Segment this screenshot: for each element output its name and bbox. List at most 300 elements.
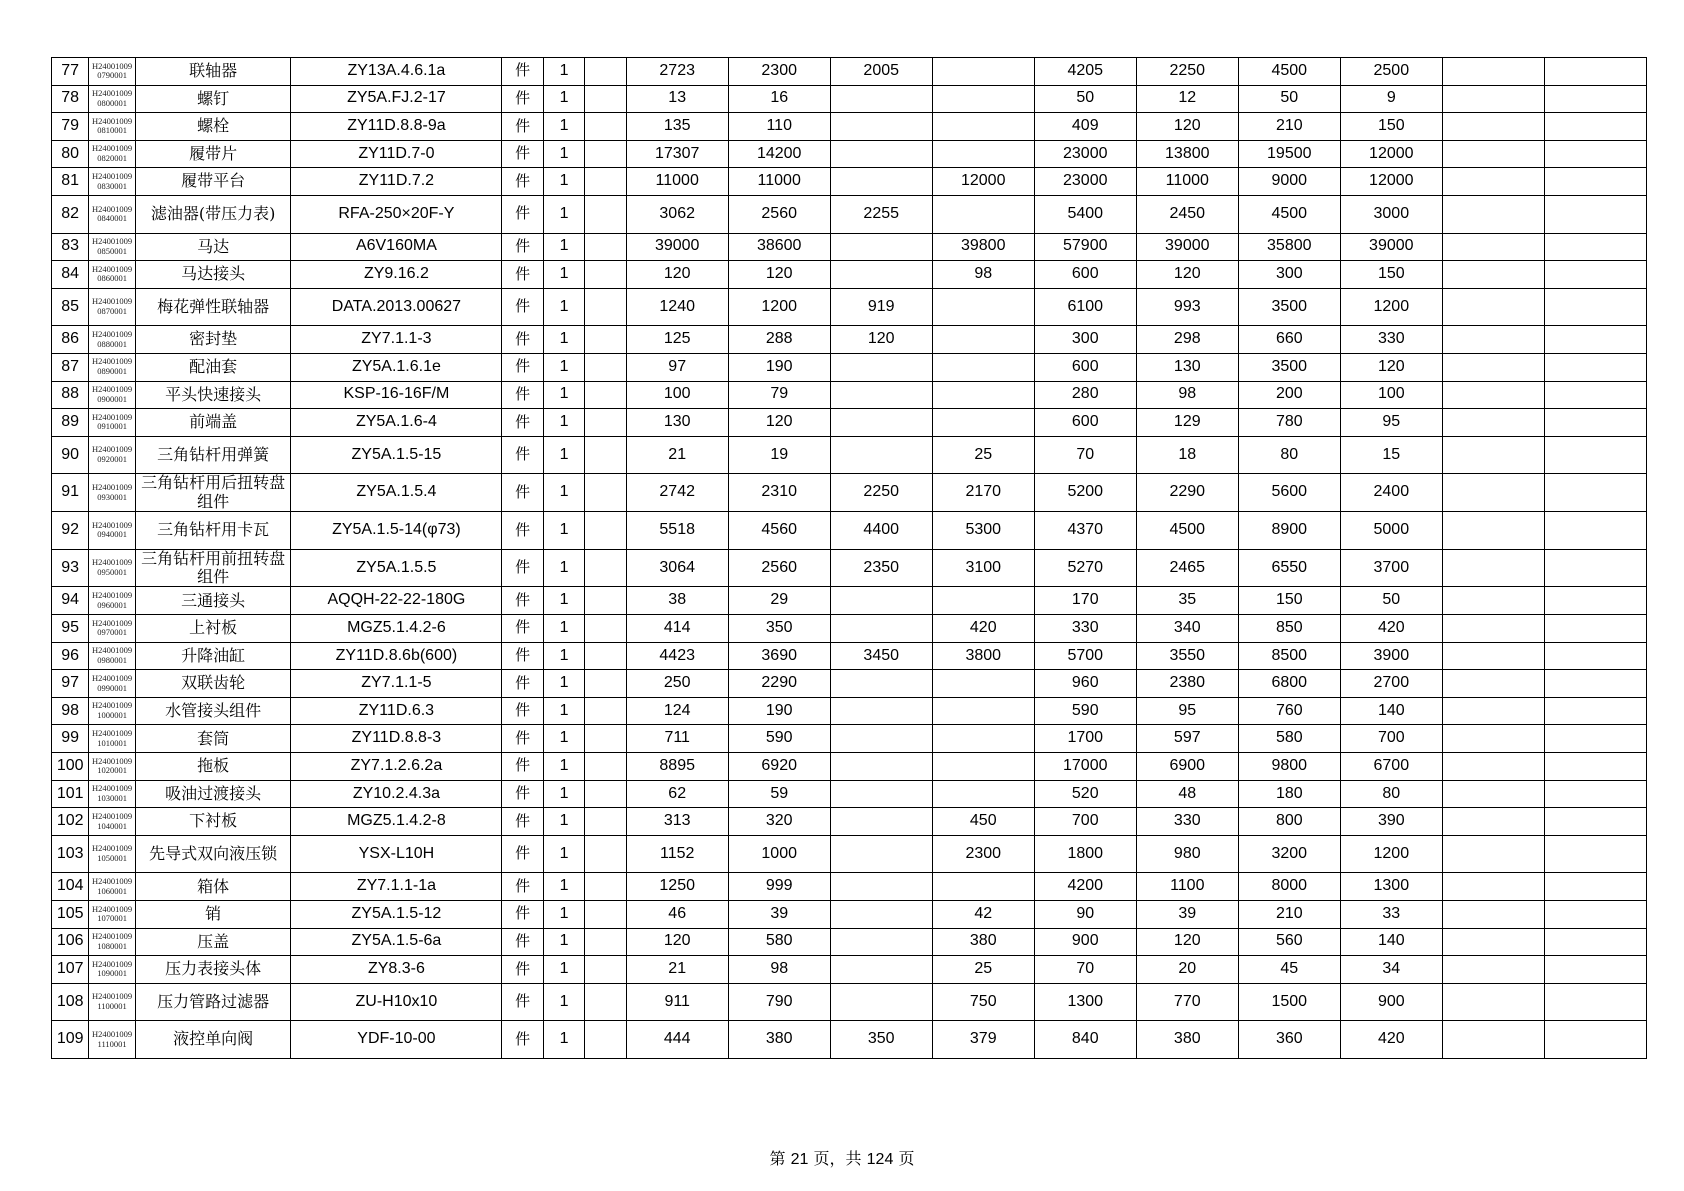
cell-price-6: 11000 <box>1136 168 1238 196</box>
cell-price-1: 21 <box>626 956 728 984</box>
cell-price-7: 80 <box>1238 436 1340 474</box>
cell-extra-1 <box>1442 808 1544 836</box>
cell-extra-2 <box>1544 901 1646 929</box>
cell-price-8: 5000 <box>1340 512 1442 550</box>
cell-item-name: 升降油缸 <box>135 642 291 670</box>
cell-price-5: 170 <box>1034 587 1136 615</box>
cell-price-1: 39000 <box>626 233 728 261</box>
cell-material-code <box>89 983 135 1021</box>
table-row <box>52 1021 1647 1059</box>
cell-price-6: 597 <box>1136 725 1238 753</box>
material-code-line-1: H24001009 <box>92 843 133 854</box>
cell-price-8: 390 <box>1340 808 1442 836</box>
cell-price-6: 120 <box>1136 261 1238 289</box>
cell-material-code <box>89 670 135 698</box>
footer-middle: 页，共 <box>813 1149 862 1168</box>
cell-price-4 <box>932 753 1034 781</box>
cell-model-spec: ZY5A.1.5-14(φ73) <box>291 512 502 550</box>
cell-price-3 <box>830 140 932 168</box>
cell-price-6: 20 <box>1136 956 1238 984</box>
cell-unit: 件 <box>502 353 543 381</box>
material-code-line-2: 1050001 <box>97 853 127 864</box>
cell-price-4: 3800 <box>932 642 1034 670</box>
cell-model-spec: ZY11D.8.6b(600) <box>291 642 502 670</box>
cell-price-5: 4370 <box>1034 512 1136 550</box>
cell-price-6: 4500 <box>1136 512 1238 550</box>
material-code-line-2: 0930001 <box>97 491 127 502</box>
cell-price-2: 59 <box>728 780 830 808</box>
cell-extra-1 <box>1442 753 1544 781</box>
cell-quantity: 1 <box>543 436 584 474</box>
cell-unit: 件 <box>502 168 543 196</box>
cell-extra-2 <box>1544 549 1646 587</box>
cell-price-8: 12000 <box>1340 168 1442 196</box>
cell-price-7: 4500 <box>1238 58 1340 86</box>
cell-quantity: 1 <box>543 549 584 587</box>
cell-unit: 件 <box>502 983 543 1021</box>
cell-price-4 <box>932 288 1034 326</box>
cell-quantity: 1 <box>543 288 584 326</box>
cell-blank <box>585 956 626 984</box>
cell-price-7: 1500 <box>1238 983 1340 1021</box>
material-code-line-2: 0900001 <box>97 393 127 404</box>
footer-suffix: 页 <box>898 1149 915 1168</box>
cell-item-name: 三角钻杆用卡瓦 <box>135 512 291 550</box>
table-row <box>52 615 1647 643</box>
cell-item-name: 压盖 <box>135 928 291 956</box>
cell-price-5: 5400 <box>1034 195 1136 233</box>
table-row <box>52 983 1647 1021</box>
cell-price-1: 46 <box>626 901 728 929</box>
cell-price-8: 100 <box>1340 381 1442 409</box>
cell-unit: 件 <box>502 549 543 587</box>
cell-price-7: 6550 <box>1238 549 1340 587</box>
cell-price-1: 11000 <box>626 168 728 196</box>
material-code-line-2: 0890001 <box>97 366 127 377</box>
cell-material-code <box>89 725 135 753</box>
cell-price-2: 380 <box>728 1021 830 1059</box>
cell-row-number: 97 <box>52 670 89 698</box>
total-page-count: 124 <box>866 1151 894 1168</box>
cell-extra-1 <box>1442 928 1544 956</box>
material-code-line-1: H24001009 <box>92 958 133 969</box>
cell-material-code <box>89 195 135 233</box>
cell-material-code <box>89 549 135 587</box>
cell-model-spec: ZY11D.8.8-3 <box>291 725 502 753</box>
cell-material-code <box>89 353 135 381</box>
cell-price-8: 420 <box>1340 615 1442 643</box>
cell-price-7: 780 <box>1238 409 1340 437</box>
cell-blank <box>585 261 626 289</box>
cell-price-6: 13800 <box>1136 140 1238 168</box>
cell-price-5: 57900 <box>1034 233 1136 261</box>
material-code-line-2: 0990001 <box>97 682 127 693</box>
cell-model-spec: ZY5A.1.6-4 <box>291 409 502 437</box>
cell-quantity: 1 <box>543 381 584 409</box>
table-row <box>52 168 1647 196</box>
cell-price-7: 3200 <box>1238 835 1340 873</box>
cell-price-6: 330 <box>1136 808 1238 836</box>
cell-price-6: 98 <box>1136 381 1238 409</box>
cell-quantity: 1 <box>543 326 584 354</box>
material-code-line-2: 0980001 <box>97 654 127 665</box>
cell-material-code <box>89 753 135 781</box>
cell-extra-2 <box>1544 587 1646 615</box>
cell-extra-1 <box>1442 725 1544 753</box>
cell-price-5: 1300 <box>1034 983 1136 1021</box>
table-row <box>52 326 1647 354</box>
cell-quantity: 1 <box>543 873 584 901</box>
cell-material-code <box>89 288 135 326</box>
cell-model-spec: ZY5A.1.5-6a <box>291 928 502 956</box>
material-code-line-2: 0860001 <box>97 273 127 284</box>
table-row <box>52 808 1647 836</box>
cell-price-6: 48 <box>1136 780 1238 808</box>
cell-price-2: 1200 <box>728 288 830 326</box>
cell-price-5: 590 <box>1034 697 1136 725</box>
cell-price-7: 5600 <box>1238 474 1340 512</box>
cell-blank <box>585 140 626 168</box>
cell-price-3 <box>830 983 932 1021</box>
material-code-line-1: H24001009 <box>92 783 133 794</box>
cell-price-4 <box>932 140 1034 168</box>
cell-price-1: 120 <box>626 261 728 289</box>
cell-blank <box>585 474 626 512</box>
cell-price-5: 600 <box>1034 261 1136 289</box>
material-code-line-2: 1040001 <box>97 820 127 831</box>
cell-extra-1 <box>1442 261 1544 289</box>
cell-price-4 <box>932 353 1034 381</box>
material-code-line-2: 0880001 <box>97 338 127 349</box>
material-code-line-1: H24001009 <box>92 328 133 339</box>
cell-blank <box>585 233 626 261</box>
cell-price-2: 2290 <box>728 670 830 698</box>
cell-row-number: 94 <box>52 587 89 615</box>
cell-blank <box>585 587 626 615</box>
cell-unit: 件 <box>502 753 543 781</box>
material-code-line-1: H24001009 <box>92 590 133 600</box>
table-row <box>52 409 1647 437</box>
cell-price-7: 800 <box>1238 808 1340 836</box>
cell-price-5: 1700 <box>1034 725 1136 753</box>
cell-price-3: 2350 <box>830 549 932 587</box>
price-table <box>51 57 1647 1059</box>
material-code-line-2: 0830001 <box>97 180 127 191</box>
cell-price-8: 140 <box>1340 928 1442 956</box>
cell-blank <box>585 195 626 233</box>
cell-quantity: 1 <box>543 261 584 289</box>
cell-quantity: 1 <box>543 901 584 929</box>
cell-blank <box>585 288 626 326</box>
cell-extra-1 <box>1442 512 1544 550</box>
cell-item-name: 吸油过渡接头 <box>135 780 291 808</box>
cell-extra-2 <box>1544 353 1646 381</box>
cell-price-3 <box>830 233 932 261</box>
cell-price-3 <box>830 780 932 808</box>
cell-unit: 件 <box>502 85 543 113</box>
material-code-line-1: H24001009 <box>92 60 133 71</box>
cell-material-code <box>89 956 135 984</box>
cell-price-1: 3062 <box>626 195 728 233</box>
cell-unit: 件 <box>502 474 543 512</box>
cell-price-7: 50 <box>1238 85 1340 113</box>
material-code-line-2: 1070001 <box>97 913 127 924</box>
material-code-line-1: H24001009 <box>92 810 133 821</box>
cell-item-name: 履带平台 <box>135 168 291 196</box>
cell-price-6: 35 <box>1136 587 1238 615</box>
cell-price-6: 340 <box>1136 615 1238 643</box>
cell-model-spec: ZY11D.8.8-9a <box>291 113 502 141</box>
cell-unit: 件 <box>502 512 543 550</box>
table-row <box>52 353 1647 381</box>
cell-price-8: 34 <box>1340 956 1442 984</box>
cell-item-name: 马达 <box>135 233 291 261</box>
cell-unit: 件 <box>502 58 543 86</box>
material-code-line-2: 0820001 <box>97 153 127 164</box>
cell-item-name: 销 <box>135 901 291 929</box>
cell-price-1: 711 <box>626 725 728 753</box>
cell-price-2: 11000 <box>728 168 830 196</box>
cell-extra-1 <box>1442 587 1544 615</box>
cell-price-7: 560 <box>1238 928 1340 956</box>
cell-model-spec: ZY10.2.4.3a <box>291 780 502 808</box>
cell-price-7: 9000 <box>1238 168 1340 196</box>
cell-model-spec: YSX-L10H <box>291 835 502 873</box>
cell-model-spec: MGZ5.1.4.2-6 <box>291 615 502 643</box>
cell-price-4 <box>932 195 1034 233</box>
cell-price-5: 4205 <box>1034 58 1136 86</box>
cell-blank <box>585 725 626 753</box>
cell-blank <box>585 928 626 956</box>
cell-quantity: 1 <box>543 615 584 643</box>
table-row <box>52 549 1647 587</box>
cell-item-name: 马达接头 <box>135 261 291 289</box>
cell-price-7: 3500 <box>1238 353 1340 381</box>
cell-extra-2 <box>1544 58 1646 86</box>
cell-extra-1 <box>1442 983 1544 1021</box>
table-row <box>52 474 1647 512</box>
cell-price-2: 590 <box>728 725 830 753</box>
material-code-line-1: H24001009 <box>92 727 133 738</box>
material-code-line-1: H24001009 <box>92 88 133 99</box>
cell-row-number: 86 <box>52 326 89 354</box>
cell-price-1: 130 <box>626 409 728 437</box>
cell-price-4: 2170 <box>932 474 1034 512</box>
cell-price-8: 1200 <box>1340 835 1442 873</box>
cell-model-spec: ZY5A.FJ.2-17 <box>291 85 502 113</box>
cell-quantity: 1 <box>543 58 584 86</box>
cell-row-number: 108 <box>52 983 89 1021</box>
material-code-line-2: 1030001 <box>97 792 127 803</box>
cell-extra-2 <box>1544 780 1646 808</box>
cell-material-code <box>89 436 135 474</box>
cell-extra-1 <box>1442 873 1544 901</box>
cell-price-2: 190 <box>728 697 830 725</box>
cell-blank <box>585 873 626 901</box>
cell-item-name: 上衬板 <box>135 615 291 643</box>
cell-unit: 件 <box>502 1021 543 1059</box>
cell-price-8: 1300 <box>1340 873 1442 901</box>
cell-price-3 <box>830 753 932 781</box>
cell-price-4 <box>932 587 1034 615</box>
cell-price-5: 5270 <box>1034 549 1136 587</box>
cell-price-6: 95 <box>1136 697 1238 725</box>
cell-unit: 件 <box>502 808 543 836</box>
cell-price-4 <box>932 725 1034 753</box>
cell-item-name: 联轴器 <box>135 58 291 86</box>
material-code-line-1: H24001009 <box>92 115 133 126</box>
cell-price-5: 600 <box>1034 353 1136 381</box>
cell-price-2: 2310 <box>728 474 830 512</box>
material-code-line-1: H24001009 <box>92 481 133 492</box>
cell-unit: 件 <box>502 873 543 901</box>
cell-blank <box>585 670 626 698</box>
cell-price-6: 993 <box>1136 288 1238 326</box>
cell-blank <box>585 901 626 929</box>
cell-price-2: 6920 <box>728 753 830 781</box>
cell-price-8: 150 <box>1340 113 1442 141</box>
cell-item-name: 水管接头组件 <box>135 697 291 725</box>
cell-row-number: 106 <box>52 928 89 956</box>
cell-price-7: 35800 <box>1238 233 1340 261</box>
cell-quantity: 1 <box>543 670 584 698</box>
cell-model-spec: ZU-H10x10 <box>291 983 502 1021</box>
cell-price-2: 999 <box>728 873 830 901</box>
cell-price-2: 39 <box>728 901 830 929</box>
cell-price-8: 420 <box>1340 1021 1442 1059</box>
cell-price-7: 660 <box>1238 326 1340 354</box>
cell-price-5: 300 <box>1034 326 1136 354</box>
material-code-line-2: 0800001 <box>97 97 127 108</box>
cell-price-4: 98 <box>932 261 1034 289</box>
cell-extra-2 <box>1544 474 1646 512</box>
cell-blank <box>585 353 626 381</box>
cell-price-5: 70 <box>1034 956 1136 984</box>
cell-unit: 件 <box>502 587 543 615</box>
cell-price-1: 313 <box>626 808 728 836</box>
table-row <box>52 642 1647 670</box>
cell-price-7: 6800 <box>1238 670 1340 698</box>
cell-price-8: 12000 <box>1340 140 1442 168</box>
footer-prefix: 第 <box>769 1149 786 1168</box>
cell-price-1: 911 <box>626 983 728 1021</box>
cell-price-1: 8895 <box>626 753 728 781</box>
cell-unit: 件 <box>502 326 543 354</box>
cell-price-5: 5700 <box>1034 642 1136 670</box>
cell-extra-2 <box>1544 233 1646 261</box>
cell-extra-2 <box>1544 873 1646 901</box>
cell-price-4: 379 <box>932 1021 1034 1059</box>
cell-price-4 <box>932 670 1034 698</box>
cell-blank <box>585 549 626 587</box>
cell-price-8: 1200 <box>1340 288 1442 326</box>
cell-item-name: 平头快速接头 <box>135 381 291 409</box>
cell-quantity: 1 <box>543 512 584 550</box>
cell-price-1: 2742 <box>626 474 728 512</box>
cell-price-3 <box>830 85 932 113</box>
cell-price-4 <box>932 409 1034 437</box>
cell-price-5: 700 <box>1034 808 1136 836</box>
cell-row-number: 100 <box>52 753 89 781</box>
table-row <box>52 436 1647 474</box>
cell-price-8: 6700 <box>1340 753 1442 781</box>
cell-price-2: 320 <box>728 808 830 836</box>
cell-extra-2 <box>1544 1021 1646 1059</box>
cell-quantity: 1 <box>543 697 584 725</box>
cell-model-spec: ZY7.1.2.6.2a <box>291 753 502 781</box>
cell-price-5: 90 <box>1034 901 1136 929</box>
cell-row-number: 93 <box>52 549 89 587</box>
cell-extra-2 <box>1544 697 1646 725</box>
cell-price-3 <box>830 725 932 753</box>
cell-price-7: 850 <box>1238 615 1340 643</box>
table-row <box>52 725 1647 753</box>
material-code-line-1: H24001009 <box>92 203 133 214</box>
cell-price-3: 2250 <box>830 474 932 512</box>
table-row <box>52 58 1647 86</box>
material-code-line-1: H24001009 <box>92 296 133 307</box>
cell-price-1: 38 <box>626 587 728 615</box>
cell-extra-2 <box>1544 140 1646 168</box>
cell-price-4: 420 <box>932 615 1034 643</box>
cell-material-code <box>89 261 135 289</box>
cell-price-4: 25 <box>932 436 1034 474</box>
cell-unit: 件 <box>502 642 543 670</box>
cell-extra-1 <box>1442 233 1544 261</box>
cell-price-3: 120 <box>830 326 932 354</box>
cell-row-number: 104 <box>52 873 89 901</box>
table-row <box>52 140 1647 168</box>
cell-row-number: 96 <box>52 642 89 670</box>
cell-item-name: 拖板 <box>135 753 291 781</box>
cell-material-code <box>89 642 135 670</box>
material-code-line-1: H24001009 <box>92 236 133 247</box>
cell-extra-2 <box>1544 195 1646 233</box>
cell-price-1: 414 <box>626 615 728 643</box>
material-code-line-1: H24001009 <box>92 875 133 886</box>
cell-item-name: 配油套 <box>135 353 291 381</box>
cell-price-6: 770 <box>1136 983 1238 1021</box>
cell-item-name: 三角钻杆用前扭转盘组件 <box>135 549 291 587</box>
cell-price-5: 900 <box>1034 928 1136 956</box>
cell-model-spec: DATA.2013.00627 <box>291 288 502 326</box>
cell-price-3 <box>830 436 932 474</box>
cell-unit: 件 <box>502 928 543 956</box>
cell-unit: 件 <box>502 195 543 233</box>
cell-unit: 件 <box>502 835 543 873</box>
cell-price-3 <box>830 873 932 901</box>
cell-price-2: 2300 <box>728 58 830 86</box>
cell-price-4 <box>932 85 1034 113</box>
cell-blank <box>585 780 626 808</box>
cell-unit: 件 <box>502 436 543 474</box>
cell-price-2: 120 <box>728 409 830 437</box>
cell-price-7: 8900 <box>1238 512 1340 550</box>
cell-extra-1 <box>1442 780 1544 808</box>
table-row <box>52 113 1647 141</box>
cell-price-1: 135 <box>626 113 728 141</box>
cell-model-spec: ZY5A.1.5-12 <box>291 901 502 929</box>
cell-material-code <box>89 615 135 643</box>
material-code-line-2: 1090001 <box>97 968 127 979</box>
cell-price-3 <box>830 835 932 873</box>
cell-extra-2 <box>1544 615 1646 643</box>
cell-quantity: 1 <box>543 113 584 141</box>
cell-extra-2 <box>1544 85 1646 113</box>
cell-blank <box>585 642 626 670</box>
material-code-line-2: 1000001 <box>97 710 127 721</box>
cell-row-number: 90 <box>52 436 89 474</box>
